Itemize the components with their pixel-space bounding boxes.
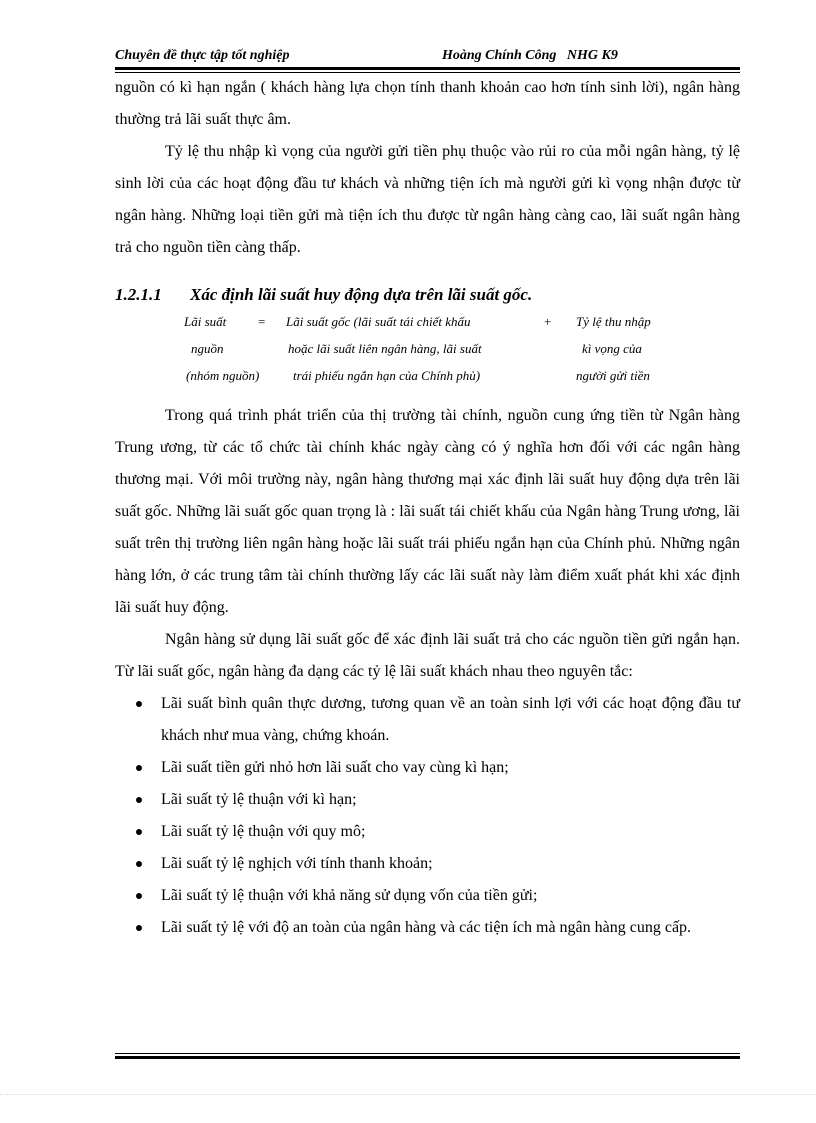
section-heading bbox=[115, 282, 740, 308]
list-item: Lãi suất tỷ lệ với độ an toàn của ngân hàng và các tiện ích mà ngân hàng cung cấp. bbox=[115, 912, 740, 944]
paragraph-base-rate: Trong quá trình phát triển của thị trường tài chính, nguồn cung ứng tiền từ Ngân hàng Trung ương, từ các tổ chức tài chính khác ngày càng có ý nghĩa hơn đối với các ngân hàng thương mại. Với môi trường này, ngân hàng thương mại xác định lãi suất huy động dựa trên lãi suất gốc. Những lãi suất gốc quan trọng là : lãi suất tái chiết khấu của Ngân hàng Trung ương, lãi suất trên thị trường liên ngân hàng hoặc lãi suất trái phiếu ngắn hạn của Chính phủ. Những ngân hàng lớn, ở các trung tâm tài chính thường lấy các lãi suất này làm điểm xuất phát khi xác định lãi suất huy động. bbox=[115, 407, 740, 616]
paragraph-continued: nguồn có kì hạn ngắn ( khách hàng lựa chọn tính thanh khoản cao hơn tính sinh lời), ngân hàng thường trả lãi suất thực âm. bbox=[115, 79, 740, 128]
formula-right-line-2: kì vọng của bbox=[582, 341, 642, 356]
list-item: Lãi suất bình quân thực dương, tương quan về an toàn sinh lợi với các hoạt động đầu tư khách như mua vàng, chứng khoán. bbox=[115, 688, 740, 752]
header-author: Hoàng Chính Công NHG K9 bbox=[442, 48, 618, 63]
formula-right-line-1: Tỷ lệ thu nhập bbox=[576, 314, 651, 329]
formula-left-line-3: (nhóm nguồn) bbox=[186, 368, 260, 383]
bullet-icon bbox=[136, 925, 142, 931]
bullet-icon bbox=[136, 765, 142, 771]
list-item: Lãi suất tỷ lệ thuận với khả năng sử dụng vốn của tiền gửi; bbox=[115, 880, 740, 912]
bullet-icon bbox=[136, 893, 142, 899]
footer-rule-thin bbox=[115, 1053, 740, 1054]
header-rule-thick bbox=[115, 67, 740, 70]
formula-equals: = bbox=[258, 314, 266, 329]
bullet-icon bbox=[136, 861, 142, 867]
principles-list bbox=[115, 688, 740, 944]
formula-middle-line-3: trái phiếu ngắn hạn của Chính phủ) bbox=[293, 368, 481, 383]
page-edge-dotted-line bbox=[0, 1094, 816, 1095]
bullet-icon bbox=[136, 797, 142, 803]
page-body bbox=[115, 72, 740, 944]
formula-left-line-2: nguồn bbox=[191, 341, 224, 356]
footer-rule-thick bbox=[115, 1056, 740, 1059]
list-item: Lãi suất tỷ lệ thuận với kì hạn; bbox=[115, 784, 740, 816]
list-item: Lãi suất tỷ lệ nghịch với tính thanh khoản; bbox=[115, 848, 740, 880]
list-item: Lãi suất tỷ lệ thuận với quy mô; bbox=[115, 816, 740, 848]
formula-plus: + bbox=[544, 314, 552, 329]
formula-middle-line-2: hoặc lãi suất liên ngân hàng, lãi suất bbox=[288, 341, 482, 356]
section-title: Xác định lãi suất huy động dựa trên lãi suất gốc. bbox=[190, 285, 533, 304]
interest-formula bbox=[115, 314, 740, 398]
paragraph-principles: Ngân hàng sử dụng lãi suất gốc để xác định lãi suất trả cho các nguồn tiền gửi ngắn hạn. Từ lãi suất gốc, ngân hàng đa dạng các tỷ lệ lãi suất khách nhau theo nguyên tắc: bbox=[115, 631, 740, 680]
running-header bbox=[115, 48, 740, 66]
paragraph-expected-income: Tỷ lệ thu nhập kì vọng của người gửi tiền phụ thuộc vào rủi ro của mỗi ngân hàng, tỷ lệ sinh lời của các hoạt động đầu tư khách và những tiện ích mà người gửi kì vọng nhận được từ ngân hàng. Những loại tiền gửi mà tiện ích thu được từ ngân hàng càng cao, lãi suất ngân hàng trả cho nguồn tiền càng thấp. bbox=[115, 143, 740, 256]
header-left-title: Chuyên đề thực tập tốt nghiệp bbox=[115, 48, 290, 63]
bullet-icon bbox=[136, 829, 142, 835]
section-number: 1.2.1.1 bbox=[115, 285, 162, 304]
formula-left-line-1: Lãi suất bbox=[184, 314, 227, 329]
list-item: Lãi suất tiền gửi nhỏ hơn lãi suất cho vay cùng kì hạn; bbox=[115, 752, 740, 784]
formula-middle-line-1: Lãi suất gốc (lãi suất tái chiết khấu bbox=[286, 314, 471, 329]
formula-right-line-3: người gửi tiền bbox=[576, 368, 650, 383]
bullet-icon bbox=[136, 701, 142, 707]
